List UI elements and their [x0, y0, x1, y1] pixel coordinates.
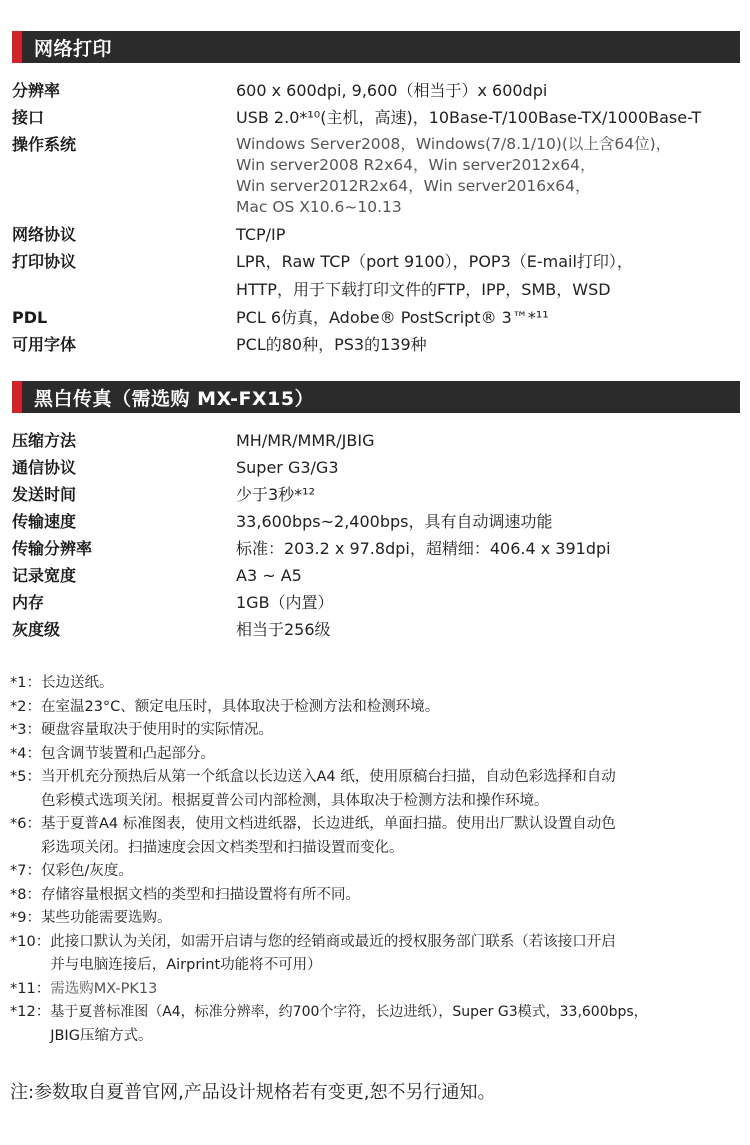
spec-label: 接口 [12, 108, 45, 127]
footnote [10, 907, 740, 931]
spec-label: PDL [12, 308, 48, 327]
spec-label: 记录宽度 [12, 566, 77, 585]
footnote-mark: *4： [10, 745, 41, 762]
spec-label: 通信协议 [12, 458, 77, 477]
fax-specs [12, 427, 740, 643]
footnote-text: 基于夏普A4 标准图表，使用文档进纸器，长边进纸，单面扫描。使用出厂默认设置自动色 [40, 816, 616, 832]
spec-value: MH/MR/MMR/JBIG [236, 431, 375, 450]
footnote [10, 931, 740, 978]
footnote-text: 当开机充分预热后从第一个纸盒以长边送入A4 纸，使用原稿台扫描，自动色彩选择和自动 [40, 769, 616, 785]
spec-row [12, 481, 740, 508]
network-print-specs [12, 77, 740, 358]
spec-row-interface [12, 104, 740, 131]
spec-row [12, 562, 740, 589]
header-accent-bar [12, 381, 22, 413]
footnote-text: 需选购MX-PK13 [50, 980, 158, 997]
spec-row-pdl [12, 304, 740, 331]
footnote-text: 包含调节装置和凸起部分。 [40, 745, 215, 762]
spec-label: 网络协议 [12, 225, 77, 244]
spec-value: PCL的80种，PS3的139种 [236, 335, 427, 354]
spec-value-line: Win server2012R2x64，Win server2016x64， [236, 177, 591, 195]
footnote-mark: *9： [10, 910, 41, 926]
spec-row [12, 589, 740, 616]
footnote-text: 硬盘容量取决于使用时的实际情况。 [40, 722, 273, 738]
spec-value-line: HTTP，用于下载打印文件的FTP，IPP，SMB，WSD [236, 280, 611, 299]
footnote-mark: *6： [10, 816, 41, 832]
footnote [10, 672, 740, 696]
footnote-mark: *5： [10, 769, 41, 785]
spec-row-resolution [12, 77, 740, 104]
spec-value: USB 2.0*¹⁰(主机，高速)，10Base-T/100Base-TX/1000Base-T [236, 108, 702, 127]
spec-value: 标准：203.2 x 97.8dpi，超精细：406.4 x 391dpi [236, 539, 611, 558]
spec-value: 600 x 600dpi, 9,600（相当于）x 600dpi [236, 81, 548, 100]
footnote-mark: *11： [10, 980, 51, 997]
footnote-text: 长边送纸。 [40, 675, 114, 691]
section-title: 网络打印 [34, 37, 113, 60]
spec-label: 可用字体 [12, 335, 77, 354]
footnote-text: JBIG压缩方式。 [50, 1027, 153, 1044]
footnote-text: 基于夏普标准图（A4，标准分辨率，约700个字符，长边进纸），Super G3模式，33,600bps， [50, 1004, 648, 1020]
spec-value-line: Windows Server2008，Windows(7/8.1/10)(以上含64位)， [236, 135, 672, 153]
spec-value: A3 ~ A5 [236, 566, 302, 585]
spec-value: Super G3/G3 [236, 458, 339, 477]
spec-label: 压缩方法 [12, 431, 77, 450]
footnote-text: 并与电脑连接后，Airprint功能将不可用） [50, 957, 322, 973]
spec-value: PCL 6仿真，Adobe® PostScript® 3™*¹¹ [236, 308, 549, 327]
spec-value-line: Mac OS X10.6~10.13 [236, 198, 402, 216]
footnote [10, 884, 740, 908]
spec-row-fonts [12, 331, 740, 358]
spec-value: 1GB（内置） [236, 593, 334, 612]
spec-label: 分辨率 [12, 81, 61, 100]
spec-value: 33,600bps~2,400bps，具有自动调速功能 [236, 512, 553, 531]
spec-label: 内存 [12, 593, 45, 612]
footnote-mark: *10： [10, 933, 51, 950]
network-print-header [12, 31, 740, 63]
spec-row [12, 535, 740, 562]
footnote-text: 某些功能需要选购。 [40, 910, 172, 926]
fax-header [12, 381, 740, 413]
spec-row [12, 508, 740, 535]
footnote [10, 813, 740, 860]
spec-label: 灰度级 [12, 620, 61, 639]
spec-value: 相当于256级 [236, 620, 331, 639]
spec-label: 发送时间 [12, 485, 77, 504]
footnote [10, 743, 740, 767]
footnote-mark: *1： [10, 675, 41, 691]
spec-label: 传输速度 [12, 512, 77, 531]
footnote-text: 彩选项关闭。扫描速度会因文档类型和扫描设置而变化。 [40, 839, 404, 856]
footnote-text: 色彩模式选项关闭。根据夏普公司内部检测，具体取决于检测方法和操作环境。 [40, 792, 549, 809]
footnotes [10, 672, 740, 1048]
footnote-text: 在室温23°C、额定电压时，具体取决于检测方法和检测环境。 [40, 698, 440, 715]
footnote [10, 978, 740, 1002]
spec-value-line: Win server2008 R2x64，Win server2012x64， [236, 156, 596, 174]
section-title: 黑白传真（需选购 MX-FX15） [34, 387, 315, 410]
spec-label: 打印协议 [12, 252, 77, 271]
spec-value-line: LPR，Raw TCP（port 9100），POP3（E-mail打印）， [236, 252, 633, 271]
disclaimer: 注:参数取自夏普官网,产品设计规格若有变更,恕不另行通知。 [10, 1082, 496, 1103]
spec-row-os [12, 131, 740, 221]
footnote-mark: *12： [10, 1004, 51, 1020]
spec-row [12, 427, 740, 454]
footnote [10, 1001, 740, 1048]
footnote [10, 860, 740, 884]
spec-row-print-protocol [12, 248, 740, 304]
footnote-mark: *8： [10, 886, 41, 903]
footnote-mark: *3： [10, 722, 41, 738]
footnote-mark: *7： [10, 863, 41, 879]
spec-row [12, 454, 740, 481]
spec-value: TCP/IP [236, 225, 286, 244]
footnote-text: 存储容量根据文档的类型和扫描设置将有所不同。 [40, 886, 360, 903]
footnote-text: 仅彩色/灰度。 [40, 863, 133, 879]
spec-label: 操作系统 [12, 135, 77, 154]
footnote [10, 719, 740, 743]
spec-label: 传输分辨率 [12, 539, 93, 558]
spec-row-network-protocol [12, 221, 740, 248]
header-accent-bar [12, 31, 22, 63]
spec-value: 少于3秒*¹² [236, 485, 316, 504]
footnote-text: 此接口默认为关闭，如需开启请与您的经销商或最近的授权服务部门联系（若该接口开启 [50, 933, 616, 950]
footnote [10, 766, 740, 813]
spec-row [12, 616, 740, 643]
footnote [10, 696, 740, 720]
footnote-mark: *2： [10, 698, 41, 715]
